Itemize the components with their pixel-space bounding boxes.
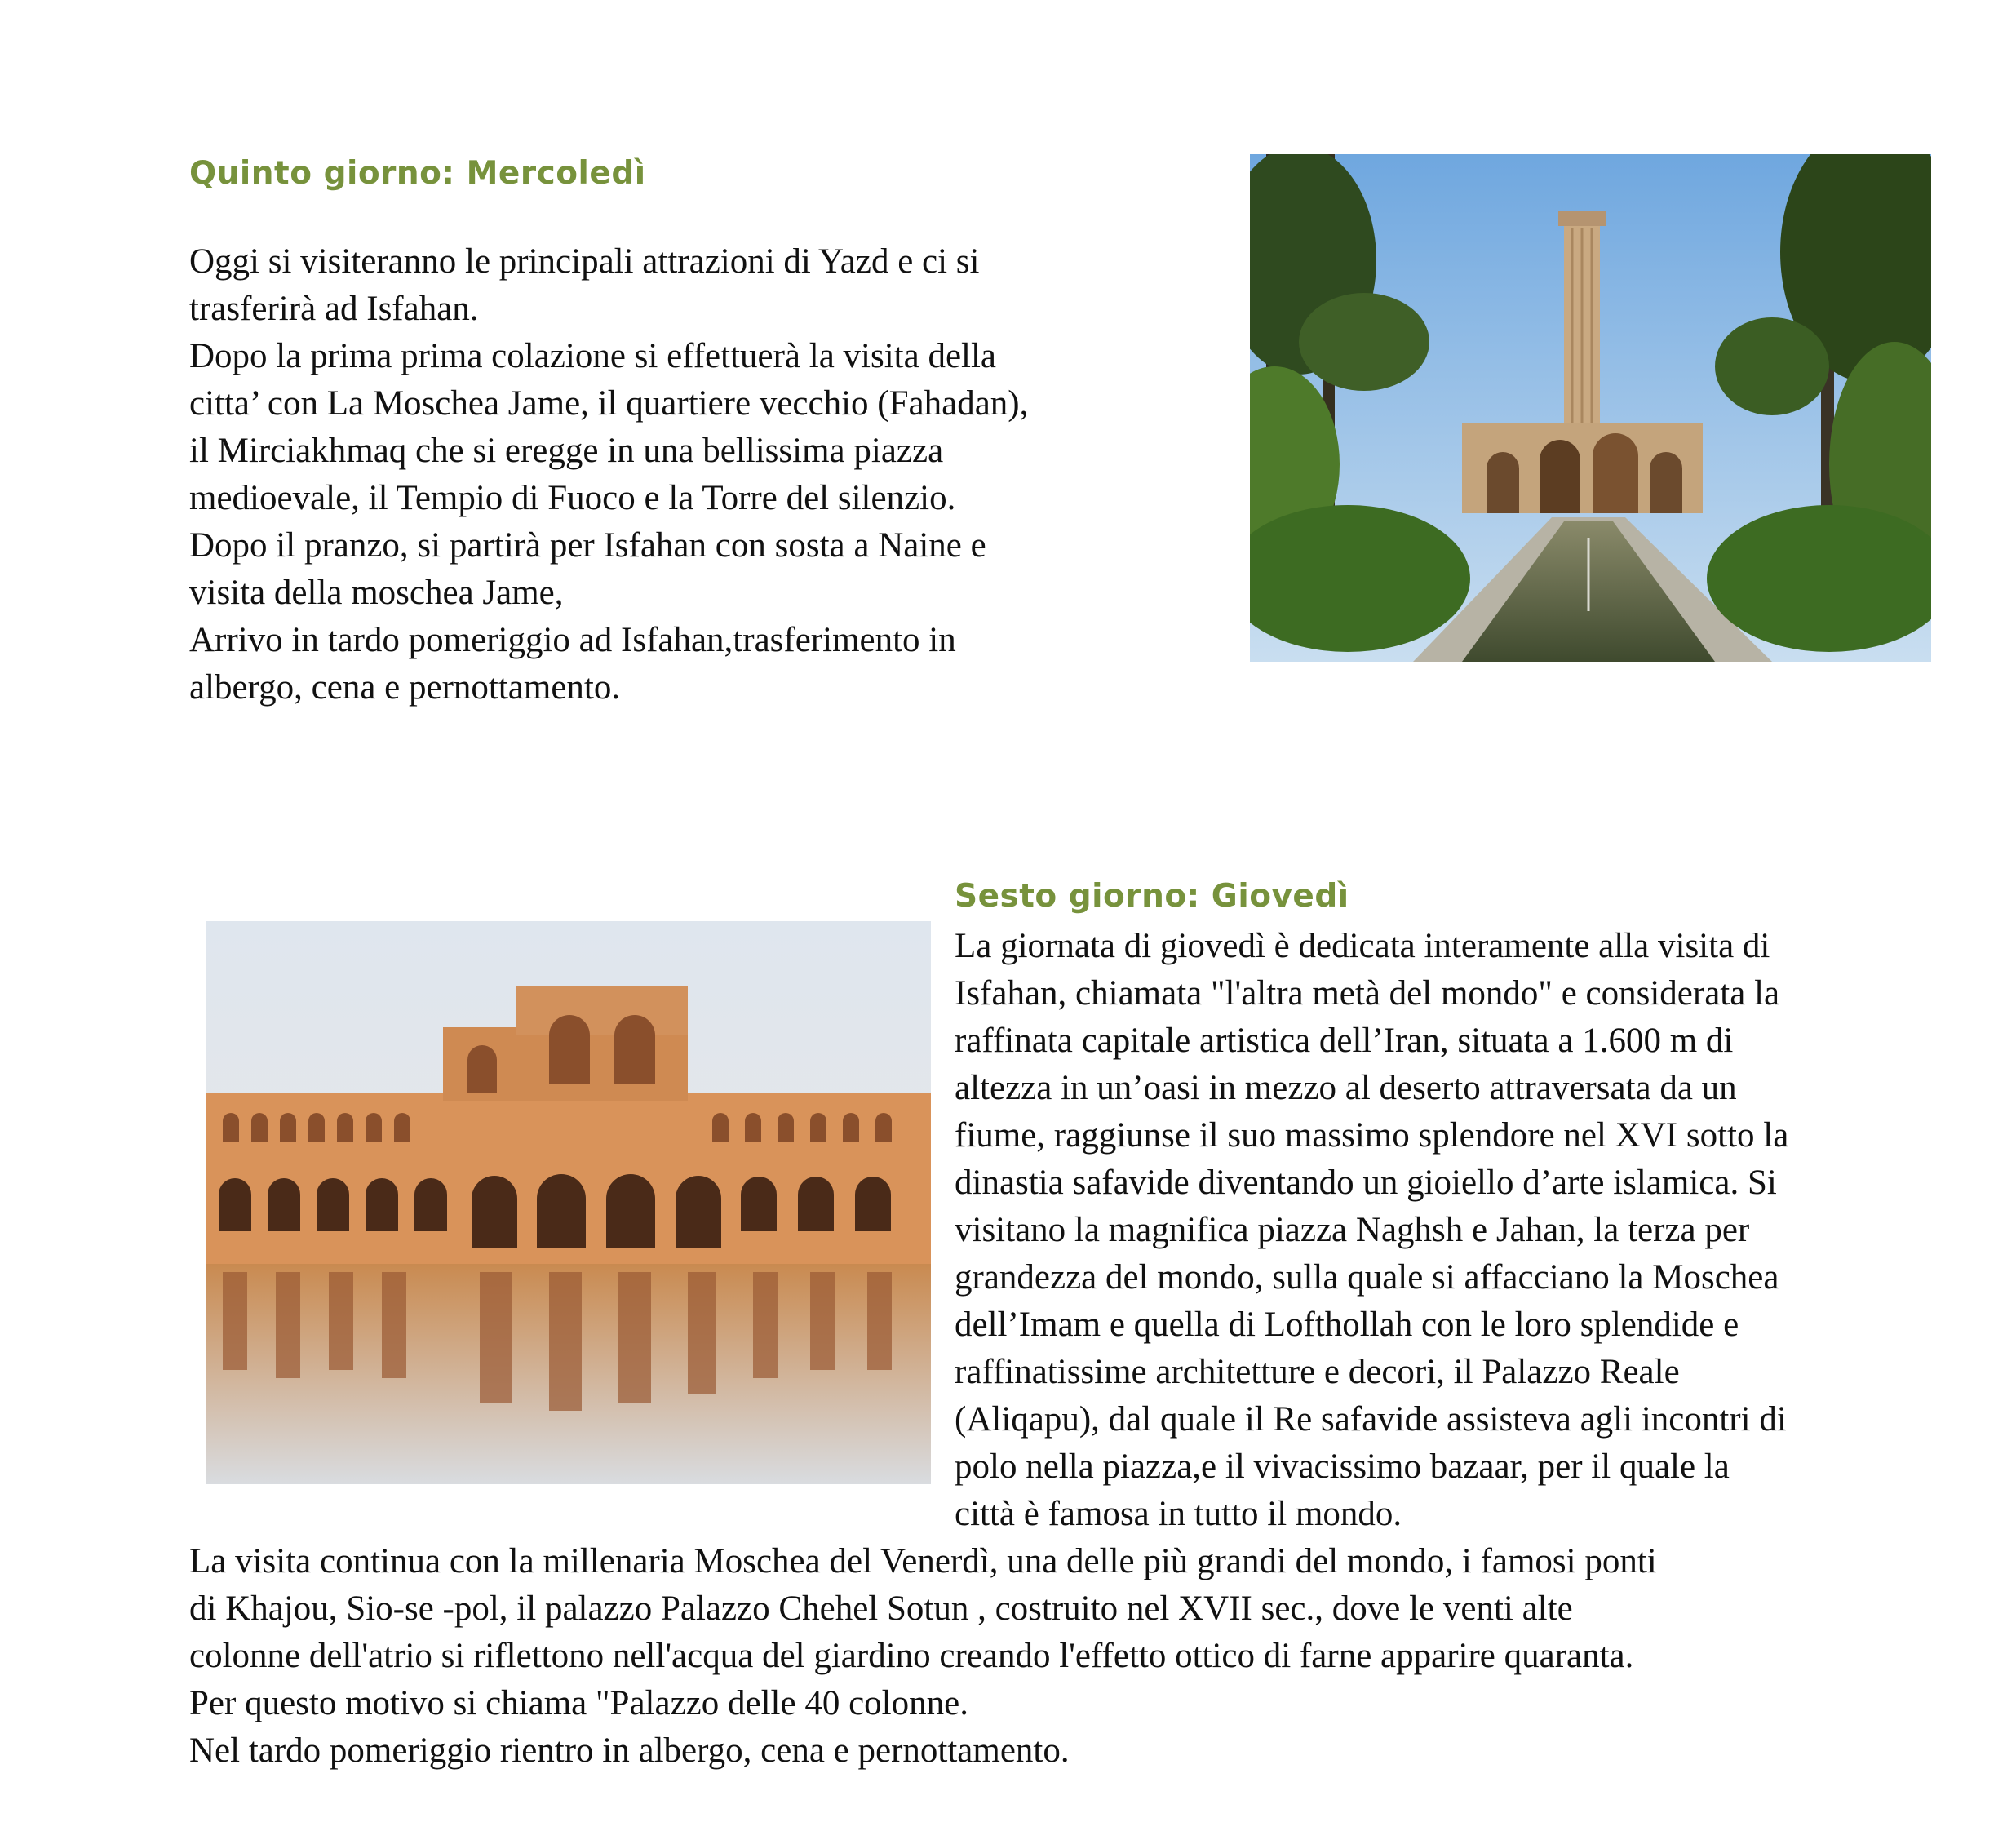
day6-line: fiume, raggiunse il suo massimo splendore nel XVI sotto la <box>955 1116 1789 1155</box>
day6-full-line: di Khajou, Sio-se -pol, il palazzo Palazzo Chehel Sotun , costruito nel XVII sec., dove le venti alte <box>189 1589 1573 1628</box>
day6-body <box>955 923 1788 1538</box>
day5-line: Oggi si visiteranno le principali attrazioni di Yazd e ci si <box>189 242 980 281</box>
day6-line: altezza in un’oasi in mezzo al deserto attraversata da un <box>955 1069 1737 1107</box>
day6-line: polo nella piazza,e il vivacissimo bazaar, per il quale la <box>955 1447 1730 1486</box>
day6-line: dell’Imam e quella di Lofthollah con le loro splendide e <box>955 1306 1739 1344</box>
day5-line: albergo, cena e pernottamento. <box>189 668 621 707</box>
day6-continuation <box>189 1538 1657 1775</box>
day6-line: dinastia safavide diventando un gioiello d’arte islamica. Si <box>955 1164 1777 1202</box>
day6-line: (Aliqapu), dal quale il Re safavide assisteva agli incontri di <box>955 1400 1787 1439</box>
day5-line: citta’ con La Moschea Jame, il quartiere vecchio (Fahadan), <box>189 384 1029 423</box>
day6-full-line: La visita continua con la millenaria Moschea del Venerdì, una delle più grandi del mondo, i famosi ponti <box>189 1542 1657 1580</box>
day5-line: visita della moschea Jame, <box>189 574 564 612</box>
garden-windcatcher-photo <box>1250 154 1931 662</box>
khaju-bridge-photo <box>206 921 931 1484</box>
day6-line: visitano la magnifica piazza Naghsh e Jahan, la terza per <box>955 1211 1750 1249</box>
day6-full-line: colonne dell'atrio si riflettono nell'acqua del giardino creando l'effetto ottico di farne apparire quaranta. <box>189 1637 1634 1675</box>
day6-full-line: Per questo motivo si chiama "Palazzo delle 40 colonne. <box>189 1684 968 1722</box>
day6-full-line: Nel tardo pomeriggio rientro in albergo, cena e pernottamento. <box>189 1731 1070 1770</box>
day6-line: La giornata di giovedì è dedicata interamente alla visita di <box>955 927 1770 965</box>
day6-line: città è famosa in tutto il mondo. <box>955 1495 1402 1533</box>
day5-body <box>189 238 1028 712</box>
day5-line: medioevale, il Tempio di Fuoco e la Torre del silenzio. <box>189 479 956 517</box>
day5-line: Arrivo in tardo pomeriggio ad Isfahan,trasferimento in <box>189 621 956 659</box>
day6-line: grandezza del mondo, sulla quale si affacciano la Moschea <box>955 1258 1779 1297</box>
day6-line: Isfahan, chiamata "l'altra metà del mondo" e considerata la <box>955 974 1780 1013</box>
day6-heading: Sesto giorno: Giovedì <box>955 878 1349 915</box>
day5-line: il Mirciakhmaq che si eregge in una bellissima piazza <box>189 432 944 470</box>
day5-line: Dopo la prima prima colazione si effettuerà la visita della <box>189 337 997 375</box>
day5-line: trasferirà ad Isfahan. <box>189 290 479 328</box>
day6-line: raffinata capitale artistica dell’Iran, situata a 1.600 m di <box>955 1022 1734 1060</box>
day5-line: Dopo il pranzo, si partirà per Isfahan con sosta a Naine e <box>189 526 986 565</box>
day6-line: raffinatissime architetture e decori, il Palazzo Reale <box>955 1353 1680 1391</box>
day5-heading: Quinto giorno: Mercoledì <box>189 155 646 192</box>
